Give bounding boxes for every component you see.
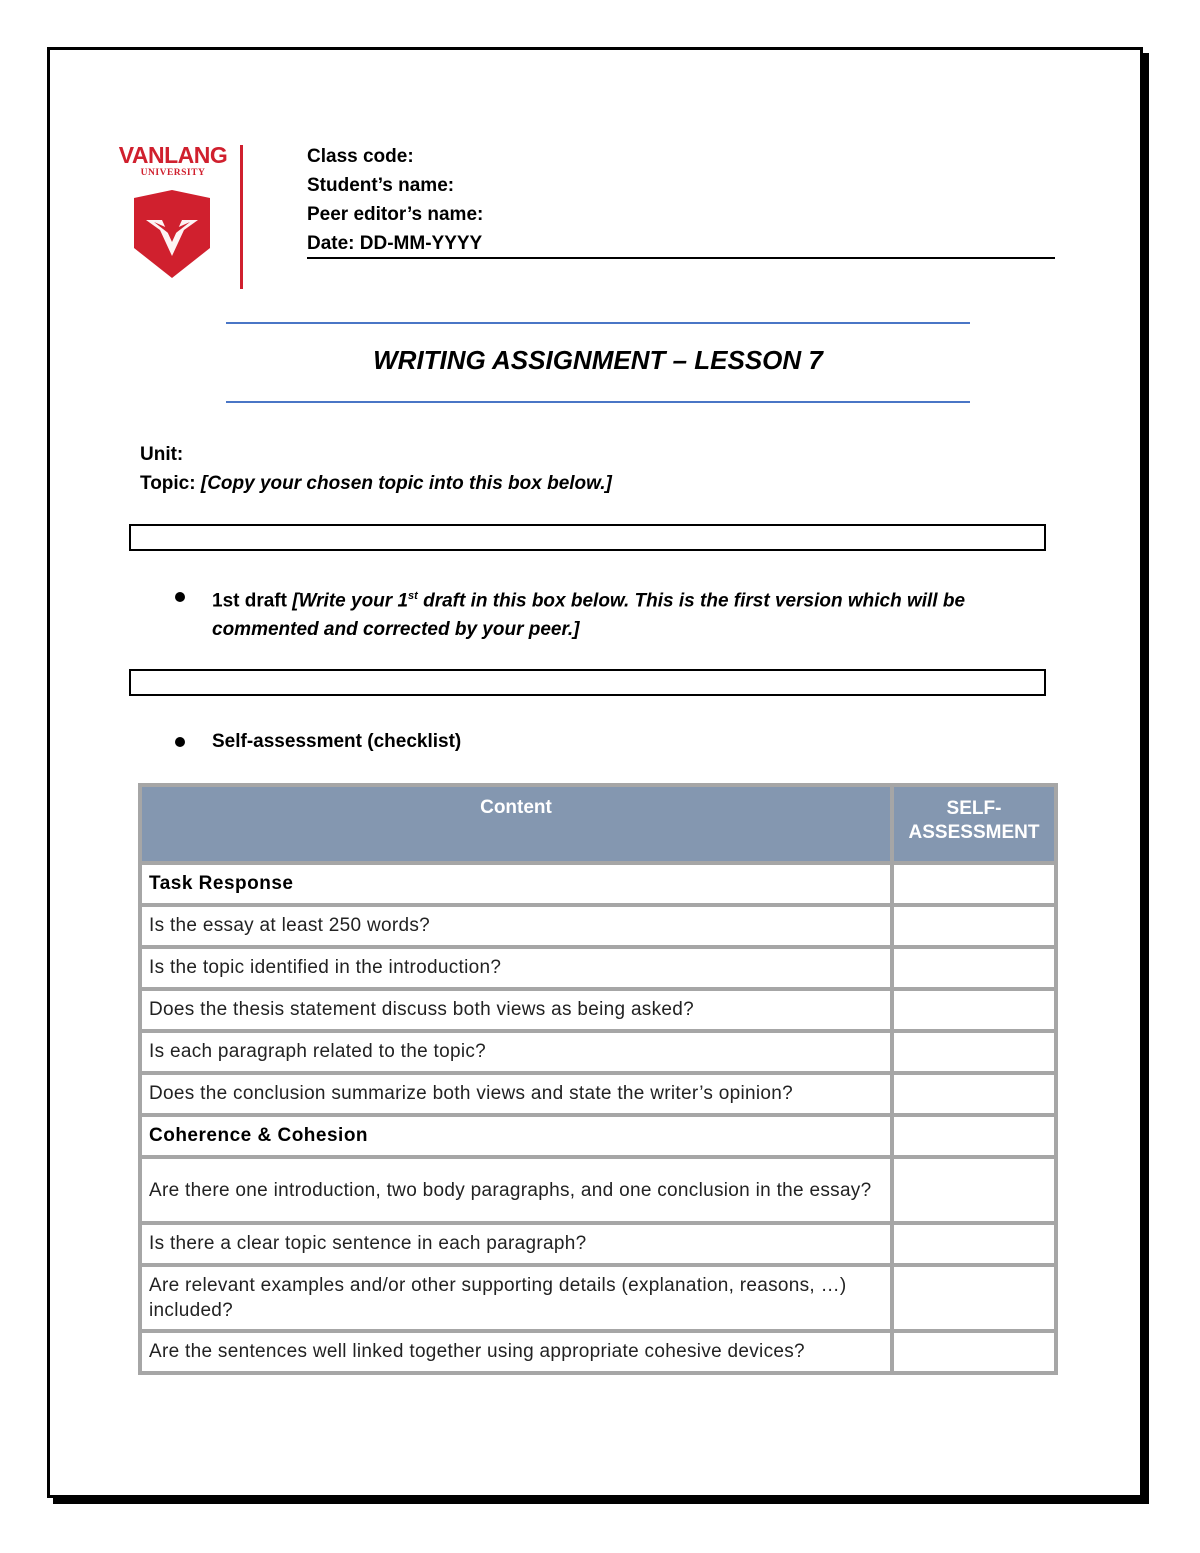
draft-instruction: [212, 582, 1032, 644]
draft-instruction-sup: st: [408, 590, 418, 602]
table-header-row: [140, 785, 1056, 863]
title-bottom-rule: [226, 401, 970, 403]
table-row: [140, 1157, 1056, 1223]
checklist-question: Does the conclusion summarize both views and state the writer’s opinion?: [140, 1073, 892, 1115]
checklist-question: Are there one introduction, two body paragraphs, and one conclusion in the essay?: [140, 1157, 892, 1223]
table-row: [140, 989, 1056, 1031]
table-row: [140, 1331, 1056, 1373]
table-row: [140, 1073, 1056, 1115]
table-row: [140, 1265, 1056, 1331]
self-assessment-cell[interactable]: [892, 1331, 1056, 1373]
self-assessment-cell[interactable]: [892, 1073, 1056, 1115]
topic-input-box[interactable]: [129, 524, 1046, 551]
checklist-question: Is each paragraph related to the topic?: [140, 1031, 892, 1073]
section-title: Coherence & Cohesion: [140, 1115, 892, 1157]
bullet-icon: [175, 737, 185, 747]
class-code-label: Class code:: [307, 146, 414, 167]
self-assessment-heading: [212, 727, 1032, 756]
table-row: [140, 1031, 1056, 1073]
self-assessment-cell[interactable]: [892, 863, 1056, 905]
peer-editor-label: Peer editor’s name:: [307, 204, 484, 225]
header-content: Content: [140, 785, 892, 863]
logo-name: VANLANG: [118, 142, 228, 168]
table-row: [140, 1223, 1056, 1265]
self-assessment-cell[interactable]: [892, 1115, 1056, 1157]
draft-instruction-b: draft in this box below. This is the first version which will be commented and corrected by your peer.]: [212, 590, 966, 641]
self-assessment-cell[interactable]: [892, 947, 1056, 989]
checklist-question: Does the thesis statement discuss both views as being asked?: [140, 989, 892, 1031]
section-row: [140, 1115, 1056, 1157]
checklist-question: Are relevant examples and/or other supporting details (explanation, reasons, …) included?: [140, 1265, 892, 1331]
header-fields: [307, 142, 483, 258]
draft-label: 1st draft: [212, 590, 287, 612]
checklist-question: Is there a clear topic sentence in each paragraph?: [140, 1223, 892, 1265]
table-body: [140, 863, 1056, 1373]
checklist-question: Is the essay at least 250 words?: [140, 905, 892, 947]
header-divider: [307, 257, 1055, 259]
date-label: Date: DD-MM-YYYY: [307, 233, 483, 254]
self-assessment-table: [138, 783, 1058, 1375]
section-title: Task Response: [140, 863, 892, 905]
topic-instruction: [Copy your chosen topic into this box below.]: [200, 473, 612, 494]
page-title: WRITING ASSIGNMENT – LESSON 7: [373, 345, 823, 375]
self-assessment-cell[interactable]: [892, 1265, 1056, 1331]
unit-topic-block: [140, 440, 612, 498]
unit-label: Unit:: [140, 444, 184, 465]
self-assessment-cell[interactable]: [892, 989, 1056, 1031]
topic-label: Topic:: [140, 473, 196, 494]
self-assessment-cell[interactable]: [892, 1157, 1056, 1223]
logo-divider: [240, 145, 243, 289]
checklist-question: Is the topic identified in the introduction?: [140, 947, 892, 989]
student-name-label: Student’s name:: [307, 175, 455, 196]
self-assessment-cell[interactable]: [892, 1031, 1056, 1073]
checklist-question: Are the sentences well linked together using appropriate cohesive devices?: [140, 1331, 892, 1373]
header-self-assessment: SELF-ASSESSMENT: [892, 785, 1056, 863]
table-row: [140, 905, 1056, 947]
draft-input-box[interactable]: [129, 669, 1046, 696]
university-logo: [110, 140, 240, 290]
self-assessment-cell[interactable]: [892, 905, 1056, 947]
bullet-icon: [175, 592, 185, 602]
self-assessment-label: Self-assessment (checklist): [212, 731, 462, 752]
table-row: [140, 947, 1056, 989]
self-assessment-cell[interactable]: [892, 1223, 1056, 1265]
section-row: [140, 863, 1056, 905]
shield-icon: [132, 190, 212, 280]
draft-instruction-a: [Write your 1: [292, 590, 409, 612]
title-top-rule: [226, 322, 970, 324]
logo-sub: UNIVERSITY: [140, 168, 206, 178]
